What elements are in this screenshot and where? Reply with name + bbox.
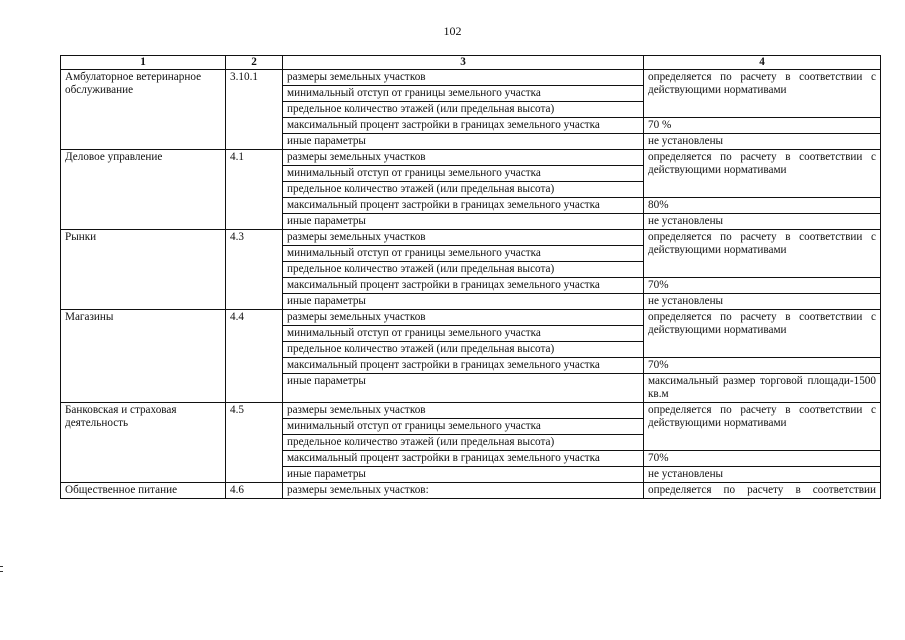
parameter-name <box>283 451 644 467</box>
use-type-name: Деловое управление <box>61 150 226 230</box>
parameter-name: иные параметры <box>283 214 644 230</box>
use-type-name: Магазины <box>61 310 226 403</box>
use-type-code: 4.1 <box>226 150 283 230</box>
header-row <box>61 56 881 70</box>
parameter-name: размеры земельных участков <box>283 230 644 246</box>
calculation-note: определяется по расчету в соответствии с действующими нормативами <box>644 150 881 198</box>
other-parameters: не установлены <box>644 467 881 483</box>
parameter-name: предельное количество этажей (или предельная высота) <box>283 102 644 118</box>
other-parameters: не установлены <box>644 214 881 230</box>
parameter-text: максимальный процент застройки в границах земельного участка <box>287 199 600 211</box>
table-body <box>61 70 881 499</box>
parameter-name: минимальный отступ от границы земельного участка <box>283 166 644 182</box>
parameter-name: минимальный отступ от границы земельного участка <box>283 86 644 102</box>
max-coverage-percent: 70% <box>644 451 881 467</box>
table-row <box>61 483 881 499</box>
parameter-name <box>283 198 644 214</box>
parameter-text: максимальный процент застройки в границах земельного участка <box>287 119 600 131</box>
other-parameters: не установлены <box>644 134 881 150</box>
calculation-note: определяется по расчету в соответствии с действующими нормативами <box>644 403 881 451</box>
parameter-name: иные параметры <box>283 294 644 310</box>
parameter-text: максимальный процент застройки в границах земельного участка <box>287 452 600 464</box>
table-row <box>61 230 881 246</box>
calculation-note: определяется по расчету в соответствии <box>644 483 881 499</box>
use-type-code: 4.6 <box>226 483 283 499</box>
parameter-name: предельное количество этажей (или предельная высота) <box>283 435 644 451</box>
use-type-name: Банковская и страховая деятельность <box>61 403 226 483</box>
max-coverage-percent: 80% <box>644 198 881 214</box>
parameter-name: размеры земельных участков <box>283 70 644 86</box>
parameter-name: предельное количество этажей (или предельная высота) <box>283 342 644 358</box>
use-type-name: Амбулаторное ветеринарное обслуживание <box>61 70 226 150</box>
column-header-3: 3 <box>283 56 644 70</box>
table-row <box>61 150 881 166</box>
column-header-2: 2 <box>226 56 283 70</box>
parameter-name: размеры земельных участков: <box>283 483 644 499</box>
parameter-name: предельное количество этажей (или предельная высота) <box>283 262 644 278</box>
table-row <box>61 403 881 419</box>
parameter-name: иные параметры <box>283 374 644 403</box>
margin-mark <box>0 566 3 572</box>
parameter-name: предельное количество этажей (или предельная высота) <box>283 182 644 198</box>
use-type-code: 4.3 <box>226 230 283 310</box>
max-coverage-percent: 70% <box>644 278 881 294</box>
parameter-name: минимальный отступ от границы земельного участка <box>283 246 644 262</box>
parameter-name: минимальный отступ от границы земельного участка <box>283 419 644 435</box>
parameter-name: иные параметры <box>283 134 644 150</box>
parameter-text: максимальный процент застройки в границах земельного участка <box>287 359 600 371</box>
land-use-parameters-table <box>60 55 881 499</box>
parameter-text: максимальный процент застройки в границах земельного участка <box>287 279 600 291</box>
max-coverage-percent: 70% <box>644 358 881 374</box>
other-parameters: не установлены <box>644 294 881 310</box>
parameter-name: иные параметры <box>283 467 644 483</box>
table-row <box>61 70 881 86</box>
use-type-name: Рынки <box>61 230 226 310</box>
column-header-1: 1 <box>61 56 226 70</box>
column-header-4: 4 <box>644 56 881 70</box>
calculation-note: определяется по расчету в соответствии с действующими нормативами <box>644 310 881 358</box>
parameter-name <box>283 118 644 134</box>
parameter-name <box>283 358 644 374</box>
calculation-note: определяется по расчету в соответствии с действующими нормативами <box>644 70 881 118</box>
page-number: 102 <box>443 24 462 38</box>
parameter-name: размеры земельных участков <box>283 150 644 166</box>
other-parameters: максимальный размер торговой площади-1500 кв.м <box>644 374 881 403</box>
table-row <box>61 310 881 326</box>
parameter-name: размеры земельных участков <box>283 310 644 326</box>
use-type-code: 4.4 <box>226 310 283 403</box>
use-type-code: 3.10.1 <box>226 70 283 150</box>
parameter-name: размеры земельных участков <box>283 403 644 419</box>
parameter-name: минимальный отступ от границы земельного участка <box>283 326 644 342</box>
calculation-note: определяется по расчету в соответствии с действующими нормативами <box>644 230 881 278</box>
max-coverage-percent: 70 % <box>644 118 881 134</box>
use-type-name: Общественное питание <box>61 483 226 499</box>
parameter-name <box>283 278 644 294</box>
use-type-code: 4.5 <box>226 403 283 483</box>
